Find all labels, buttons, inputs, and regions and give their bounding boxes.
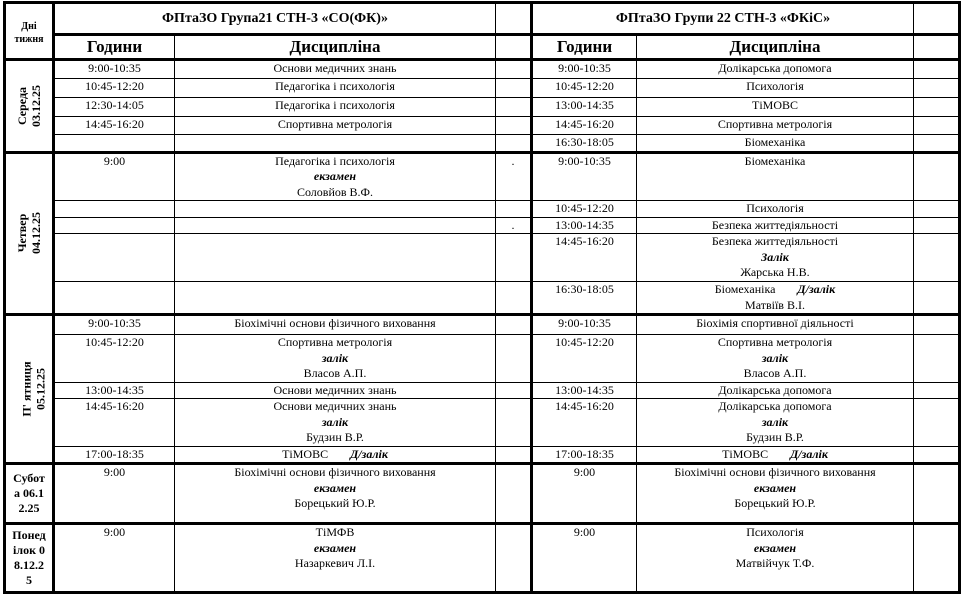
discipline-cell-group2 <box>637 382 914 399</box>
schedule-row <box>5 382 960 399</box>
discipline-cell-group1 <box>175 282 496 315</box>
assessment-type: залік <box>761 414 789 429</box>
subject-name: Педагогіка і психологія <box>275 98 395 112</box>
subject-line <box>175 117 495 133</box>
empty-cell <box>914 234 960 282</box>
empty-cell <box>914 152 960 201</box>
empty-cell <box>914 201 960 218</box>
discipline-cell-group2 <box>637 234 914 282</box>
schedule-row <box>5 152 960 201</box>
empty-cell <box>914 315 960 335</box>
empty-cell <box>914 135 960 153</box>
subject-line <box>637 399 913 415</box>
teacher-line <box>175 556 495 572</box>
time-cell-group1: 9:00-10:35 <box>54 60 175 79</box>
separator-cell <box>496 135 532 153</box>
subject-line <box>175 447 495 463</box>
subject-name: Основи медичних знань <box>273 399 397 413</box>
subject-name: Біохімічні основи фізичного виховання <box>234 465 436 479</box>
separator-cell <box>496 201 532 218</box>
schedule-row <box>5 282 960 315</box>
subject-line <box>175 335 495 351</box>
time-cell-group1: 9:00 <box>54 464 175 524</box>
day-label <box>5 315 54 464</box>
teacher-line <box>637 430 913 446</box>
schedule-row <box>5 464 960 524</box>
discipline-cell-group2 <box>637 335 914 383</box>
subject-name: Спортивна метрологія <box>717 335 833 349</box>
discipline-cell-group2 <box>637 79 914 98</box>
empty-cell <box>914 399 960 447</box>
teacher-name: Власов А.П. <box>743 366 807 380</box>
discipline-cell-group2 <box>637 282 914 315</box>
assessment-type: залік <box>321 350 349 365</box>
discipline-cell-group2 <box>637 152 914 201</box>
separator-cell <box>496 234 532 282</box>
discipline-cell-group1 <box>175 98 496 117</box>
empty-cell <box>914 3 960 35</box>
empty-cell <box>914 60 960 79</box>
teacher-line <box>175 496 495 512</box>
subject-line <box>175 525 495 541</box>
separator-cell <box>496 60 532 79</box>
discipline-cell-group1 <box>175 234 496 282</box>
subject-line <box>637 383 913 399</box>
teacher-name: Власов А.П. <box>303 366 367 380</box>
subject-line <box>175 61 495 77</box>
subject-name: Біомеханіка <box>714 282 776 296</box>
teacher-line <box>637 366 913 382</box>
empty-cell <box>914 79 960 98</box>
subject-name: ТіМОВС <box>282 446 329 461</box>
subject-line <box>175 154 495 170</box>
assessment-type: залік <box>321 414 349 429</box>
subject-name: ТіМОВС <box>751 98 798 112</box>
subject-line <box>637 154 913 170</box>
hours-header-group1: Години <box>54 35 175 60</box>
teacher-line <box>637 556 913 572</box>
separator-cell <box>496 464 532 524</box>
subject-name: Безпека життедіяльності <box>711 234 839 248</box>
separator-cell <box>496 399 532 447</box>
subject-line <box>637 447 913 463</box>
discipline-cell-group1 <box>175 399 496 447</box>
subject-name: Біомеханіка <box>744 135 806 149</box>
day-label <box>5 152 54 315</box>
schedule-row <box>5 217 960 234</box>
separator-cell <box>496 315 532 335</box>
assessment-type: екзамен <box>753 480 797 495</box>
discipline-cell-group2 <box>637 464 914 524</box>
group1-title: ФПтаЗО Група21 СТН-3 «СО(ФК)» <box>54 3 496 35</box>
discipline-cell-group2 <box>637 135 914 153</box>
assessment-line <box>637 481 913 497</box>
time-cell-group2: 9:00-10:35 <box>532 315 637 335</box>
subject-line <box>637 201 913 217</box>
time-cell-group2: 14:45-16:20 <box>532 117 637 135</box>
time-cell-group2: 13:00-14:35 <box>532 98 637 117</box>
time-cell-group2: 13:00-14:35 <box>532 382 637 399</box>
group2-title: ФПтаЗО Групи 22 СТН-3 «ФКіС» <box>532 3 914 35</box>
assessment-type: Залік <box>761 249 789 264</box>
schedule-row <box>5 79 960 98</box>
teacher-name: Назаркевич Л.І. <box>294 556 376 570</box>
time-cell-group2: 10:45-12:20 <box>532 79 637 98</box>
schedule-row <box>5 399 960 447</box>
day-label-text: Понеділок 08.12.25 <box>12 528 46 587</box>
subject-line <box>175 383 495 399</box>
discipline-cell-group2 <box>637 399 914 447</box>
subject-name: Педагогіка і психологія <box>275 153 395 168</box>
discipline-cell-group1 <box>175 315 496 335</box>
subject-name: Психологія <box>746 79 804 93</box>
assessment-line <box>637 415 913 431</box>
subject-line <box>637 79 913 95</box>
time-cell-group1: 12:30-14:05 <box>54 98 175 117</box>
time-cell-group1 <box>54 217 175 234</box>
time-cell-group1: 14:45-16:20 <box>54 399 175 447</box>
subject-line <box>175 316 495 332</box>
schedule-row <box>5 446 960 464</box>
empty-cell <box>914 524 960 593</box>
separator-cell <box>496 98 532 117</box>
teacher-name: Борецький Ю.Р. <box>734 496 816 510</box>
assessment-type: екзамен <box>753 540 797 555</box>
subject-name: ТіМОВС <box>722 446 769 461</box>
discipline-cell-group2 <box>637 117 914 135</box>
teacher-name: Жарська Н.В. <box>740 265 810 279</box>
schedule-row <box>5 201 960 218</box>
day-label-text: Субота 06.12.25 <box>13 471 45 515</box>
time-cell-group2: 16:30-18:05 <box>532 135 637 153</box>
schedule-document <box>3 1 958 594</box>
subject-name: Основи медичних знань <box>273 61 397 75</box>
assessment-type: екзамен <box>313 540 357 555</box>
subject-line <box>637 98 913 114</box>
separator-cell <box>496 117 532 135</box>
time-cell-group2: 13:00-14:35 <box>532 217 637 234</box>
time-cell-group2: 9:00-10:35 <box>532 152 637 201</box>
empty-cell <box>496 35 532 60</box>
schedule-row <box>5 60 960 79</box>
assessment-line <box>175 351 495 367</box>
discipline-cell-group1 <box>175 335 496 383</box>
teacher-name: Будзин В.Р. <box>306 430 364 444</box>
time-cell-group2: 9:00 <box>532 464 637 524</box>
subject-name: Біомеханіка <box>744 153 806 168</box>
subject-line <box>637 61 913 77</box>
time-cell-group1: 9:00 <box>54 524 175 593</box>
discipline-cell-group2 <box>637 524 914 593</box>
subject-name: Біохімія спортивної діяльності <box>696 316 854 330</box>
teacher-name: Борецький Ю.Р. <box>294 496 376 510</box>
teacher-name: Соловйов В.Ф. <box>296 184 374 199</box>
day-label-text: П' ятниця 05.12.25 <box>19 361 48 417</box>
time-cell-group2: 10:45-12:20 <box>532 201 637 218</box>
separator-cell <box>496 524 532 593</box>
subject-line <box>175 465 495 481</box>
assessment-line <box>175 541 495 557</box>
time-cell-group1: 17:00-18:35 <box>54 446 175 464</box>
assessment-type: Д/залік <box>797 282 836 296</box>
empty-cell <box>914 217 960 234</box>
time-cell-group1: 10:45-12:20 <box>54 79 175 98</box>
teacher-name: Матвійчук Т.Ф. <box>735 556 815 570</box>
discipline-header-group2: Дисципліна <box>637 35 914 60</box>
subject-name: Долікарська допомога <box>718 399 832 413</box>
teacher-name: Матвіїв В.І. <box>745 297 805 312</box>
discipline-cell-group1 <box>175 524 496 593</box>
subject-name: Безпека життедіяльності <box>711 217 839 232</box>
subject-name: Спортивна метрологія <box>277 117 393 131</box>
discipline-cell-group1 <box>175 60 496 79</box>
empty-cell <box>914 282 960 315</box>
separator-cell <box>496 446 532 464</box>
teacher-line <box>637 496 913 512</box>
empty-cell <box>914 117 960 135</box>
subject-name: Спортивна метрологія <box>277 335 393 349</box>
discipline-cell-group2 <box>637 315 914 335</box>
assessment-type: залік <box>761 350 789 365</box>
time-cell-group1 <box>54 282 175 315</box>
separator-cell <box>496 79 532 98</box>
subject-line <box>175 399 495 415</box>
time-cell-group2: 9:00 <box>532 524 637 593</box>
day-label-text: Середа 03.12.25 <box>15 84 43 127</box>
assessment-line <box>637 541 913 557</box>
separator-cell: . <box>496 217 532 234</box>
discipline-cell-group2 <box>637 98 914 117</box>
empty-cell <box>914 382 960 399</box>
time-cell-group1: 10:45-12:20 <box>54 335 175 383</box>
time-cell-group1: 9:00 <box>54 152 175 201</box>
hours-header-group2: Години <box>532 35 637 60</box>
time-cell-group2: 14:45-16:20 <box>532 234 637 282</box>
teacher-line <box>175 430 495 446</box>
subject-line <box>175 98 495 114</box>
assessment-line <box>175 169 495 185</box>
discipline-cell-group1 <box>175 382 496 399</box>
day-label-text: Четвер 04.12.25 <box>15 212 43 255</box>
separator-cell <box>496 282 532 315</box>
discipline-cell-group2 <box>637 217 914 234</box>
schedule-row <box>5 234 960 282</box>
empty-cell <box>914 446 960 464</box>
discipline-cell-group1 <box>175 446 496 464</box>
subject-name: Біохімічні основи фізичного виховання <box>234 316 436 330</box>
assessment-type: екзамен <box>313 480 357 495</box>
discipline-cell-group1 <box>175 135 496 153</box>
assessment-type: екзамен <box>313 169 357 183</box>
subject-line <box>637 117 913 133</box>
discipline-cell-group1 <box>175 117 496 135</box>
time-cell-group2: 9:00-10:35 <box>532 60 637 79</box>
subject-line <box>637 525 913 541</box>
schedule-row <box>5 315 960 335</box>
discipline-cell-group1 <box>175 201 496 218</box>
schedule-row <box>5 524 960 593</box>
separator-cell <box>496 335 532 383</box>
time-cell-group1: 14:45-16:20 <box>54 117 175 135</box>
discipline-cell-group2 <box>637 60 914 79</box>
assessment-line <box>637 351 913 367</box>
schedule-row <box>5 98 960 117</box>
subject-name: Спортивна метрологія <box>717 117 833 131</box>
time-cell-group2: 16:30-18:05 <box>532 282 637 315</box>
discipline-cell-group2 <box>637 446 914 464</box>
assessment-type: Д/залік <box>790 446 828 461</box>
teacher-line <box>637 265 913 281</box>
assessment-line <box>175 481 495 497</box>
subject-line <box>637 335 913 351</box>
subject-name: Психологія <box>746 201 804 215</box>
schedule-row <box>5 335 960 383</box>
time-cell-group1 <box>54 135 175 153</box>
discipline-cell-group1 <box>175 152 496 201</box>
discipline-cell-group2 <box>637 201 914 218</box>
subject-name: Біохімічні основи фізичного виховання <box>674 465 876 479</box>
teacher-line <box>175 366 495 382</box>
subject-line <box>175 79 495 95</box>
discipline-cell-group1 <box>175 79 496 98</box>
subject-line <box>637 234 913 250</box>
teacher-line <box>637 298 913 314</box>
discipline-cell-group1 <box>175 464 496 524</box>
time-cell-group2: 17:00-18:35 <box>532 446 637 464</box>
subject-line <box>637 282 913 298</box>
subject-name: Основи медичних знань <box>273 382 397 397</box>
time-cell-group2: 14:45-16:20 <box>532 399 637 447</box>
assessment-type: Д/залік <box>350 446 388 461</box>
empty-cell <box>914 464 960 524</box>
day-label <box>5 524 54 593</box>
discipline-cell-group1 <box>175 217 496 234</box>
subject-name: Педагогіка і психологія <box>275 79 395 93</box>
time-cell-group1: 13:00-14:35 <box>54 382 175 399</box>
discipline-header-group1: Дисципліна <box>175 35 496 60</box>
subject-name: Психологія <box>746 525 804 539</box>
empty-cell <box>914 35 960 60</box>
assessment-line <box>637 250 913 266</box>
schedule-row <box>5 135 960 153</box>
teacher-name: Будзин В.Р. <box>746 430 804 444</box>
subject-line <box>637 135 913 151</box>
subject-name: Долікарська допомога <box>718 382 832 397</box>
subject-name: Долікарська допомога <box>718 61 832 75</box>
teacher-line <box>175 185 495 201</box>
assessment-line <box>175 415 495 431</box>
subject-line <box>637 218 913 234</box>
empty-cell <box>914 98 960 117</box>
empty-cell <box>914 335 960 383</box>
separator-cell: . <box>496 152 532 201</box>
empty-cell <box>496 3 532 35</box>
time-cell-group1: 9:00-10:35 <box>54 315 175 335</box>
schedule-table <box>3 1 961 594</box>
time-cell-group1 <box>54 201 175 218</box>
subject-line <box>637 465 913 481</box>
time-cell-group2: 10:45-12:20 <box>532 335 637 383</box>
time-cell-group1 <box>54 234 175 282</box>
separator-cell <box>496 382 532 399</box>
subject-name: ТіМФВ <box>315 525 355 539</box>
schedule-row <box>5 117 960 135</box>
day-label <box>5 464 54 524</box>
subject-line <box>637 316 913 332</box>
day-label <box>5 60 54 153</box>
days-column-header: Дні тижня <box>5 3 54 60</box>
